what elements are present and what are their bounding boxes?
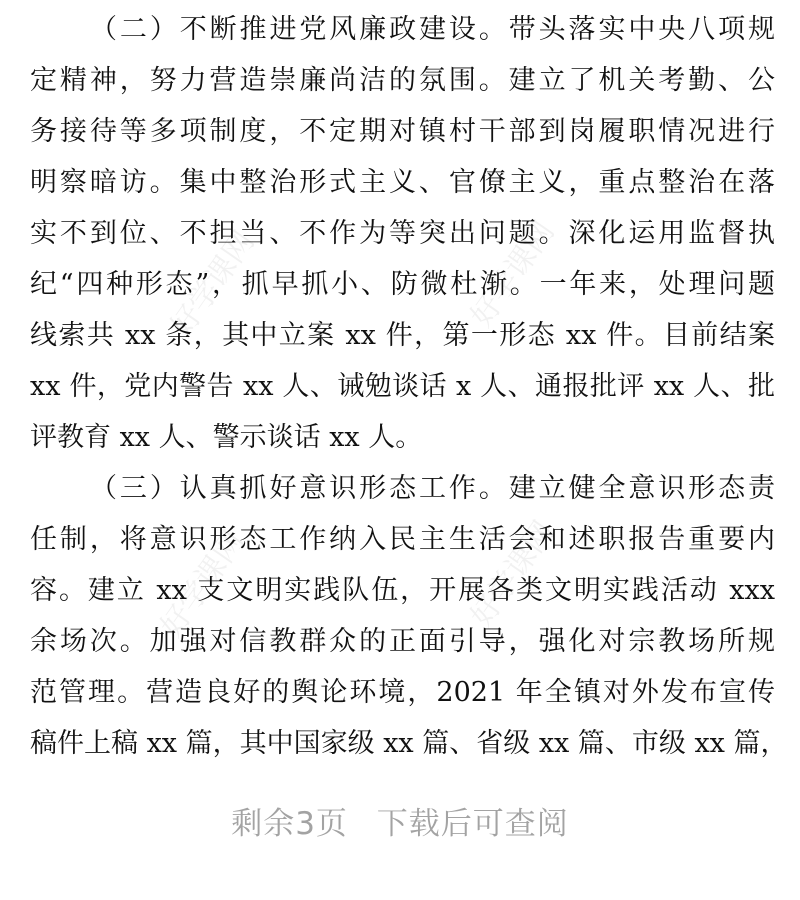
- text-line: 定精神，努力营造崇廉尚洁的氛围。建立了机关考勤、公: [30, 65, 775, 96]
- watermark: 好学课网: [154, 524, 252, 644]
- text-line: 线索共 xx 条，其中立案 xx 件，第一形态 xx 件。目前结案: [30, 320, 775, 351]
- watermark: 好学课网: [164, 224, 262, 344]
- text-line: xx 件，党内警告 xx 人、诫勉谈话 x 人、通报批评 xx 人、批: [30, 371, 775, 402]
- text-line: 实不到位、不担当、不作为等突出问题。深化运用监督执: [30, 218, 775, 249]
- text-line: 容。建立 xx 支文明实践队伍，开展各类文明实践活动 xxx: [30, 575, 775, 606]
- text-line: （三）认真抓好意识形态工作。建立健全意识形态责: [90, 473, 775, 504]
- text-line: 余场次。加强对信教群众的正面引导，强化对宗教场所规: [30, 626, 775, 657]
- text-line: 纪“四种形态”，抓早抓小、防微杜渐。一年来，处理问题: [30, 269, 775, 300]
- remaining-pages-notice[interactable]: 剩余3页 下载后可查阅: [231, 806, 569, 842]
- text-line: 稿件上稿 xx 篇，其中国家级 xx 篇、省级 xx 篇、市级 xx 篇，: [30, 728, 788, 759]
- text-line: 评教育 xx 人、警示谈话 xx 人。: [30, 422, 423, 453]
- text-line: （二）不断推进党风廉政建设。带头落实中央八项规: [90, 14, 775, 45]
- text-line: 务接待等多项制度，不定期对镇村干部到岗履职情况进行: [30, 116, 775, 147]
- watermark: 好学课网: [464, 514, 562, 634]
- text-line: 明察暗访。集中整治形式主义、官僚主义，重点整治在落: [30, 167, 775, 198]
- text-line: 任制，将意识形态工作纳入民主生活会和述职报告重要内: [30, 524, 775, 555]
- text-line: 范管理。营造良好的舆论环境，2021 年全镇对外发布宣传: [30, 677, 775, 708]
- watermark: 好学课网: [464, 214, 562, 334]
